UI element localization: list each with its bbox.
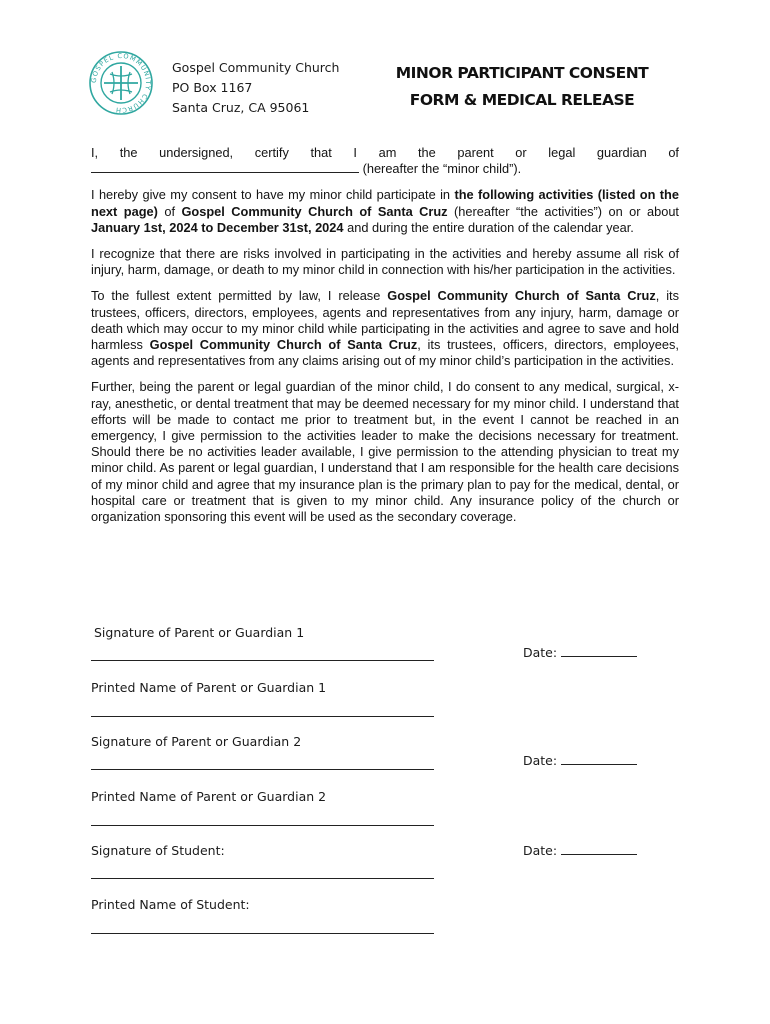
minor-child-name-line bbox=[91, 161, 359, 173]
certify-text: I, the undersigned, certify that I am the parent or legal guardian of bbox=[91, 145, 679, 160]
minor-child-text: (hereafter the “minor child”). bbox=[362, 161, 522, 177]
org-address-block bbox=[172, 58, 339, 118]
sig2-label: Signature of Parent or Guardian 2 bbox=[91, 734, 302, 749]
release-text-2: , its trustees, officers, directors, employees, agents and representatives from any injury, harm, damage or death which may occur to my minor child while participating in the activities and agree to save and hold harmless bbox=[91, 288, 679, 353]
consent-body bbox=[91, 145, 679, 535]
form-title bbox=[372, 60, 672, 114]
paragraph-risk: I recognize that there are risks involved in participating in the activities and hereby assume all risk of injury, harm, damage, or death to my minor child in connection with his/her participation in the activities. bbox=[91, 246, 679, 278]
logo-ring-textpath: GOSPEL COMMUNITY CHURCH bbox=[89, 51, 153, 115]
sig2-line[interactable] bbox=[91, 769, 434, 770]
release-bold-church-2: Gospel Community Church of Santa Cruz bbox=[149, 337, 418, 353]
student-print-label: Printed Name of Student: bbox=[91, 897, 250, 912]
print2-line[interactable] bbox=[91, 825, 434, 826]
paragraph-release bbox=[91, 288, 679, 369]
paragraph-medical: Further, being the parent or legal guardian of the minor child, I do consent to any medical, surgical, x-ray, anesthetic, or dental treatment that may be deemed necessary for my minor child. I understand that efforts will be made to contact me prior to treatment but, in the event I cannot be reached in an emergency, I give permission to the activities leader to make the decisions necessary for treatment. Should there be no activities leader available, I give permission to the attending physician to treat my minor child. As parent or legal guardian, I understand that I am responsible for the health care decisions of my minor child and agree that my insurance plan is the primary plan to pay for the medical, dental, or hospital care or treatment that is given to my minor child. Any insurance policy of the church or organization sponsoring this event will be used as the secondary coverage. bbox=[91, 379, 679, 525]
consent-bold-dates: January 1st, 2024 to December 31st, 2024 bbox=[91, 219, 344, 235]
release-text-3: , its trustees, officers, directors, employees, agents and representatives from any claims arising out of my minor child’s participation in the activities. bbox=[91, 337, 679, 369]
consent-text-4: and during the entire duration of the calendar year. bbox=[343, 219, 634, 235]
release-bold-church-1: Gospel Community Church of Santa Cruz bbox=[387, 288, 656, 304]
church-logo bbox=[88, 50, 154, 116]
org-address-line2: Santa Cruz, CA 95061 bbox=[172, 100, 310, 115]
student-date[interactable] bbox=[523, 843, 637, 858]
org-name: Gospel Community Church bbox=[172, 60, 340, 75]
org-address-line1: PO Box 1167 bbox=[172, 80, 253, 95]
consent-bold-activities: the following activities (listed on the next page) bbox=[91, 187, 679, 219]
sig2-date-line[interactable] bbox=[561, 763, 637, 765]
form-title-line1: MINOR PARTICIPANT CONSENT bbox=[395, 64, 649, 82]
sig1-date-label: Date: bbox=[523, 645, 558, 660]
print2-label: Printed Name of Parent or Guardian 2 bbox=[91, 789, 327, 804]
consent-text-1: I hereby give my consent to have my minor child participate in bbox=[91, 187, 455, 203]
student-print-line[interactable] bbox=[91, 933, 434, 934]
sig2-date[interactable] bbox=[523, 753, 637, 768]
consent-text-2: of bbox=[157, 203, 182, 219]
sig1-line[interactable] bbox=[91, 660, 434, 661]
student-sig-line[interactable] bbox=[91, 878, 434, 879]
paragraph-guardian-certify bbox=[91, 145, 679, 177]
print1-line[interactable] bbox=[91, 716, 434, 717]
paragraph-consent bbox=[91, 187, 679, 236]
student-sig-label: Signature of Student: bbox=[91, 843, 225, 858]
consent-text-3: (hereafter “the activities”) on or about bbox=[447, 203, 679, 219]
sig1-label: Signature of Parent or Guardian 1 bbox=[94, 625, 305, 640]
student-date-line[interactable] bbox=[561, 853, 637, 855]
sig1-date[interactable] bbox=[523, 645, 637, 660]
sig2-date-label: Date: bbox=[523, 753, 558, 768]
consent-bold-church: Gospel Community Church of Santa Cruz bbox=[181, 203, 448, 219]
form-title-line2: FORM & MEDICAL RELEASE bbox=[409, 91, 635, 109]
sig1-date-line[interactable] bbox=[561, 655, 637, 657]
cross-icon bbox=[104, 66, 138, 100]
print1-label: Printed Name of Parent or Guardian 1 bbox=[91, 680, 327, 695]
student-date-label: Date: bbox=[523, 843, 558, 858]
release-text-1: To the fullest extent permitted by law, I release bbox=[91, 288, 388, 304]
